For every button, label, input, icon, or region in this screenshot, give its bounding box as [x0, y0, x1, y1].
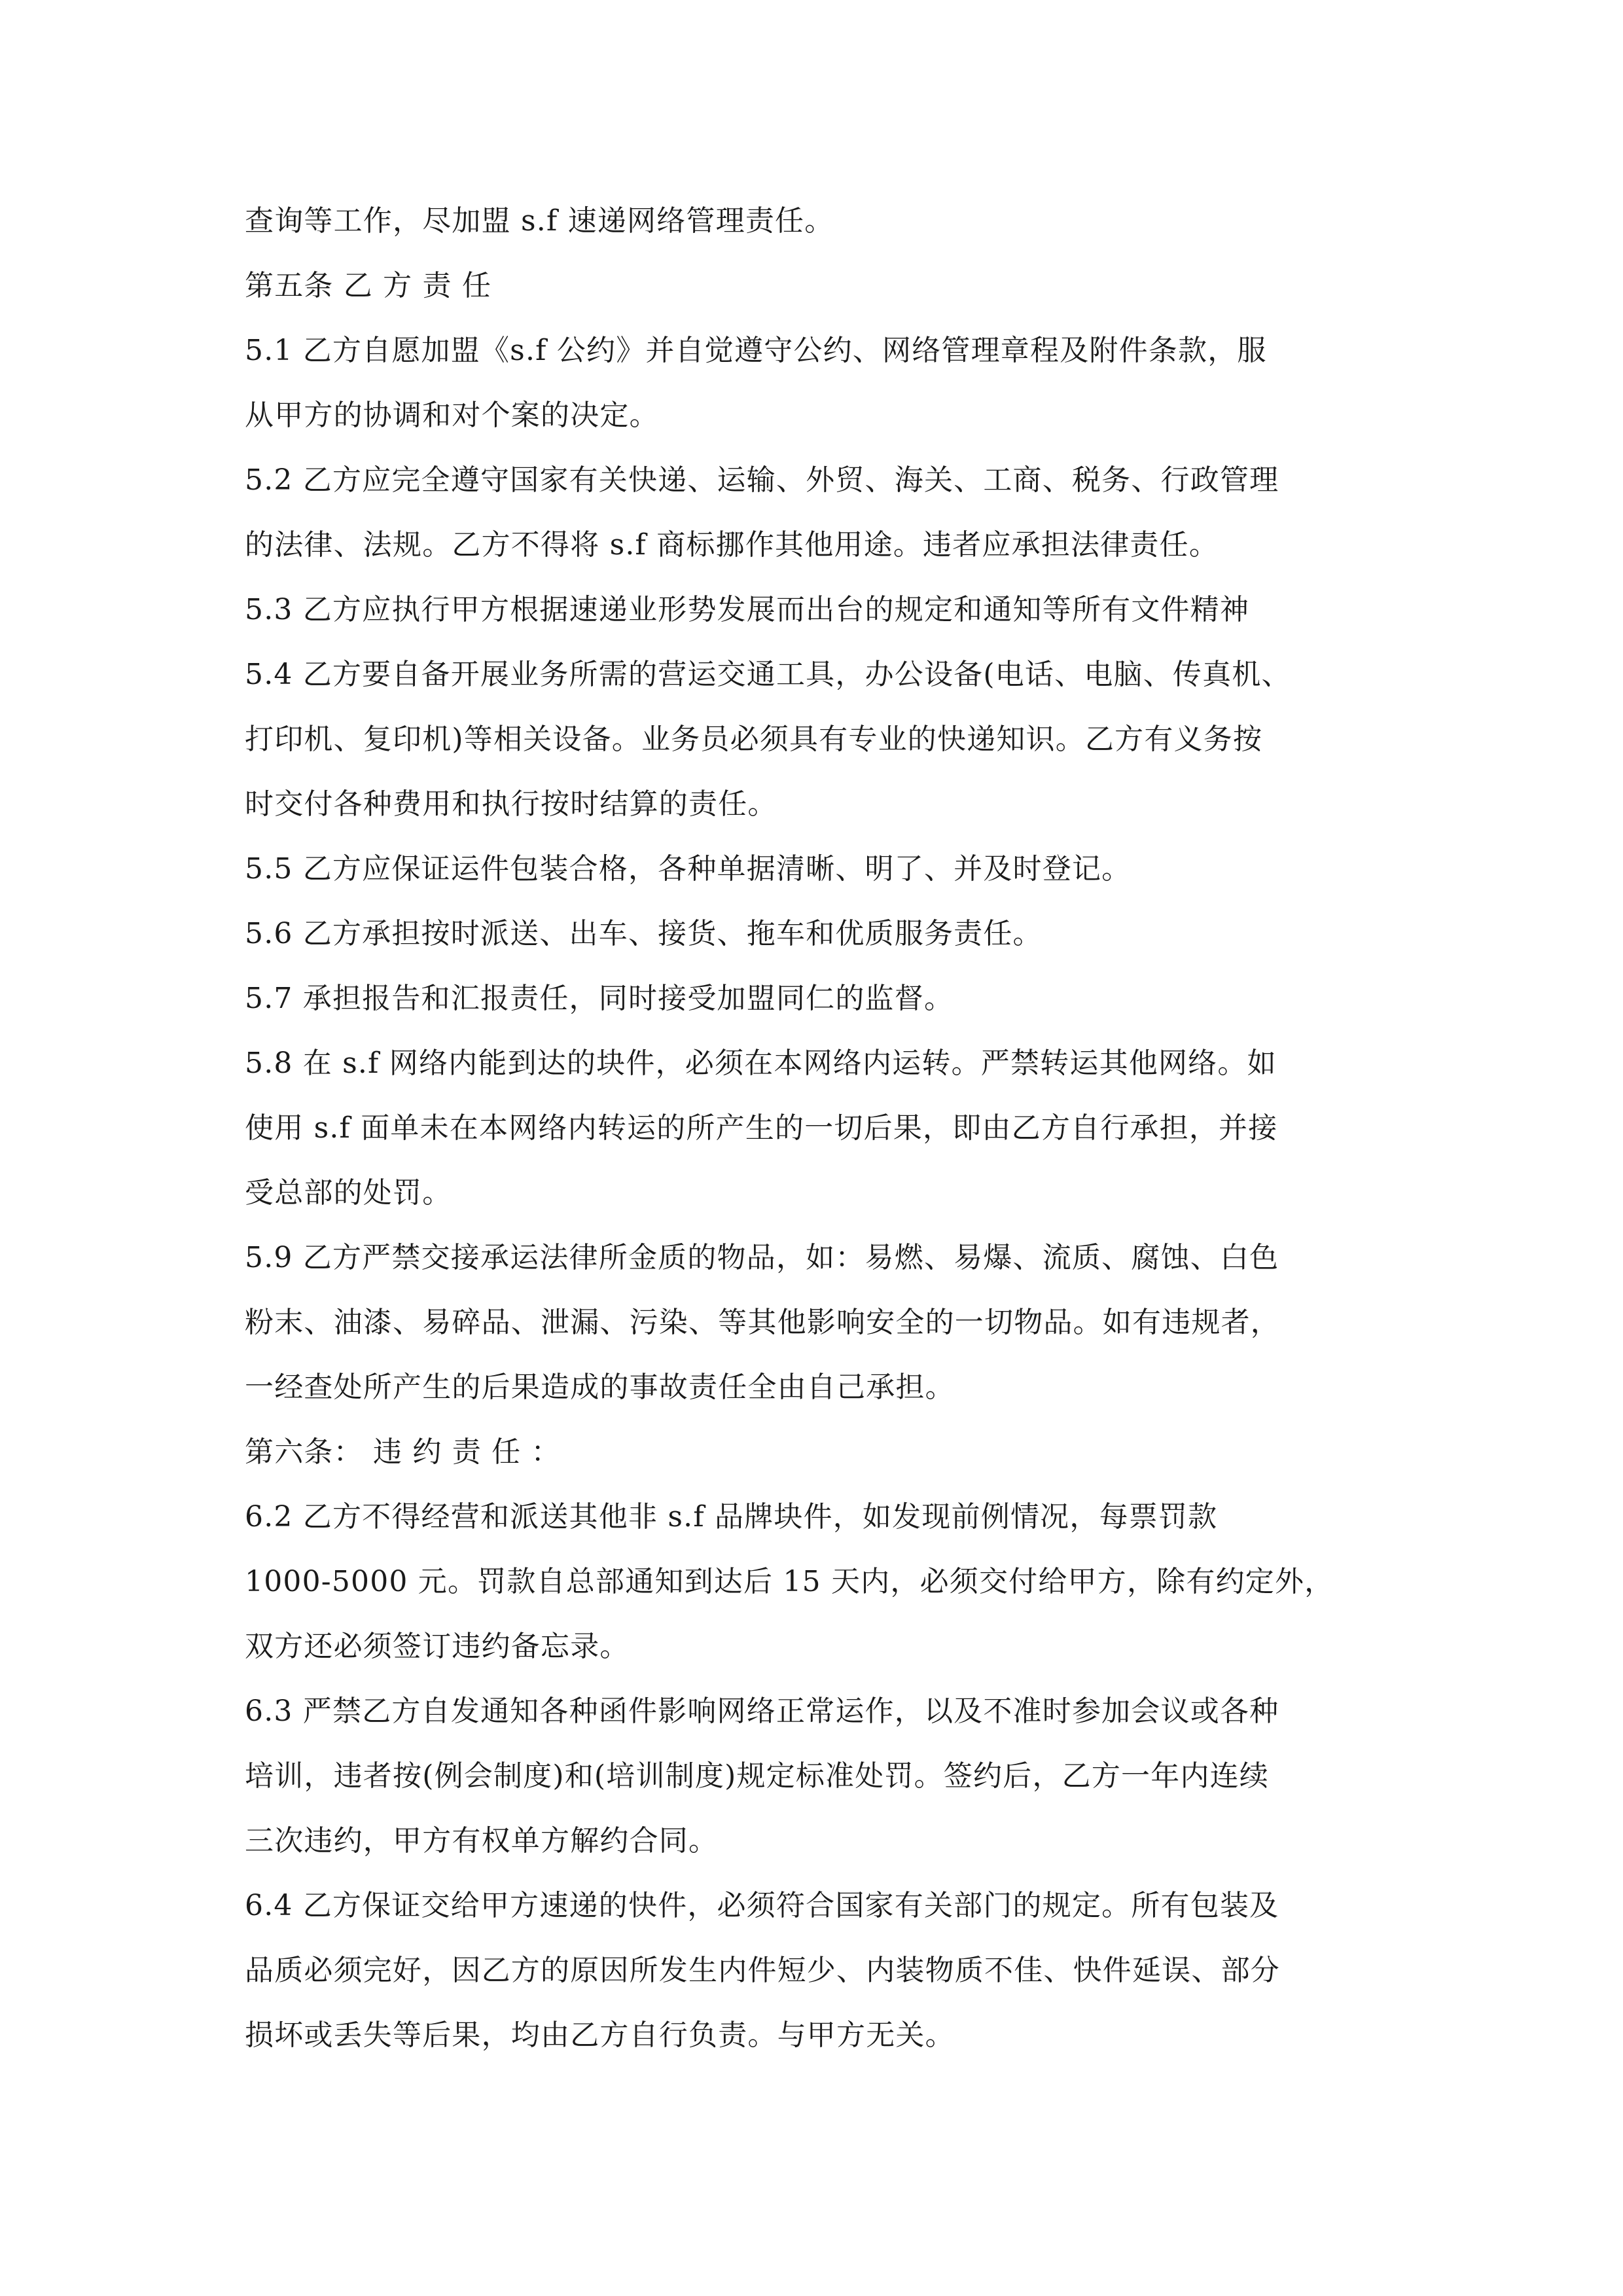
clause-5-5-line: 5.5 乙方应保证运件包装合格，各种单据清晰、明了、并及时登记。 — [245, 852, 1132, 886]
clause-6-3-line: 三次违约，甲方有权单方解约合同。 — [245, 1824, 719, 1857]
text-line: 查询等工作，尽加盟 s.f 速递网络管理责任。 — [245, 204, 834, 238]
clause-5-4-line: 打印机、复印机)等相关设备。业务员必须具有专业的快递知识。乙方有义务按 — [245, 723, 1263, 756]
clause-6-4-line: 品质必须完好，因乙方的原因所发生内件短少、内装物质不佳、快件延误、部分 — [245, 1954, 1280, 1987]
article-6-heading: 第六条： 违 约 责 任 ： — [245, 1435, 561, 1469]
clause-5-8-line: 5.8 在 s.f 网络内能到达的块件，必须在本网络内运转。严禁转运其他网络。如 — [245, 1047, 1277, 1080]
clause-5-2-line: 的法律、法规。乙方不得将 s.f 商标挪作其他用途。违者应承担法律责任。 — [245, 528, 1219, 562]
clause-6-2-line: 1000-5000 元。罚款自总部通知到达后 15 天内，必须交付给甲方，除有约定外， — [245, 1565, 1334, 1598]
clause-6-3-line: 6.3 严禁乙方自发通知各种函件影响网络正常运作，以及不准时参加会议或各种 — [245, 1695, 1279, 1728]
clause-5-7-line: 5.7 承担报告和汇报责任，同时接受加盟同仁的监督。 — [245, 982, 954, 1015]
clause-5-9-line: 一经查处所产生的后果造成的事故责任全由自己承担。 — [245, 1371, 955, 1404]
clause-5-1-line: 从甲方的协调和对个案的决定。 — [245, 399, 659, 432]
clause-6-4-line: 损坏或丢失等后果，均由乙方自行负责。与甲方无关。 — [245, 2018, 955, 2052]
clause-6-2-line: 6.2 乙方不得经营和派送其他非 s.f 品牌块件，如发现前例情况，每票罚款 — [245, 1500, 1218, 1534]
clause-5-1-line: 5.1 乙方自愿加盟《s.f 公约》并自觉遵守公约、网络管理章程及附件条款，服 — [245, 334, 1267, 367]
clause-5-3-line: 5.3 乙方应执行甲方根据速递业形势发展而出台的规定和通知等所有文件精神 — [245, 593, 1250, 626]
clause-5-4-line: 时交付各种费用和执行按时结算的责任。 — [245, 787, 777, 821]
clause-5-8-line: 受总部的处罚。 — [245, 1176, 452, 1210]
clause-5-9-line: 粉末、油漆、易碎品、泄漏、污染、等其他影响安全的一切物品。如有违规者， — [245, 1306, 1280, 1339]
clause-5-8-line: 使用 s.f 面单未在本网络内转运的所产生的一切后果，即由乙方自行承担，并接 — [245, 1111, 1278, 1145]
clause-6-3-line: 培训，违者按(例会制度)和(培训制度)规定标准处罚。签约后，乙方一年内连续 — [245, 1759, 1270, 1793]
clause-6-4-line: 6.4 乙方保证交给甲方速递的快件，必须符合国家有关部门的规定。所有包装及 — [245, 1889, 1279, 1922]
article-5-heading: 第五条 乙 方 责 任 — [245, 269, 492, 302]
clause-6-2-line: 双方还必须签订违约备忘录。 — [245, 1630, 630, 1663]
clause-5-9-line: 5.9 乙方严禁交接承运法律所金质的物品，如：易燃、易爆、流质、腐蚀、白色 — [245, 1241, 1279, 1274]
clause-5-2-line: 5.2 乙方应完全遵守国家有关快递、运输、外贸、海关、工商、税务、行政管理 — [245, 463, 1279, 497]
clause-5-6-line: 5.6 乙方承担按时派送、出车、接货、拖车和优质服务责任。 — [245, 917, 1043, 950]
clause-5-4-line: 5.4 乙方要自备开展业务所需的营运交通工具，办公设备(电话、电脑、传真机、 — [245, 658, 1291, 691]
document-body — [245, 188, 1397, 2068]
